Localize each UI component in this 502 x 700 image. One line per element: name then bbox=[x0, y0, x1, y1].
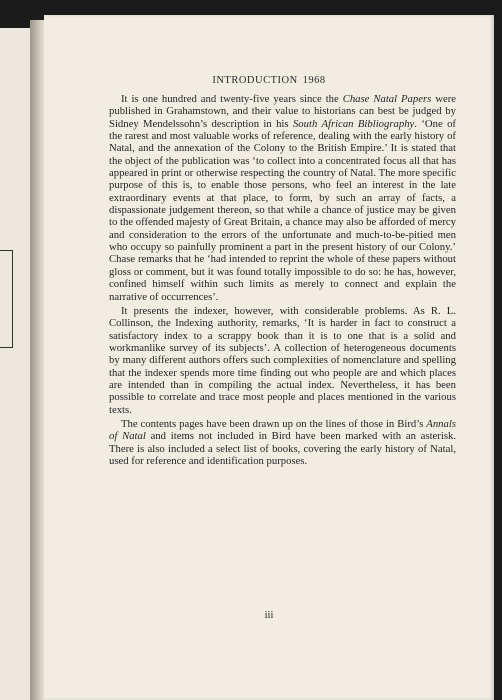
text-run: and items not included in Bird have been marked with an asterisk. There is also included a select list of books, covering the early history of Natal, used for reference and identification purposes. bbox=[109, 430, 456, 467]
italic-title: Chase Natal Papers bbox=[342, 93, 432, 105]
book-page bbox=[44, 15, 494, 700]
text-run: were published in Grahamstown, and their value to historians can best be judged by Sidney Mendelssohn’s description in his bbox=[109, 93, 457, 130]
italic-title: South African Bibliography bbox=[292, 117, 415, 130]
facing-page-edge bbox=[0, 28, 31, 700]
italic-title: Annals of Natal bbox=[109, 417, 456, 443]
paragraph bbox=[109, 93, 456, 303]
facing-page-frame bbox=[0, 250, 13, 348]
text-run: It presents the indexer, however, with considerable problems. As R. L. Collinson, the Indexing authority, remarks, ‘It is harder in fact to construct a satisfactory index to a scrappy book than it is to one that is a solid and workmanlike survey of its subjects’. A collection of heterogeneous documents by many different authors offers such complexities of nomenclature and spelling that the indexer spends more time finding out who people are and which places are intended than in compiling the actual index. Nevertheless, it has been possible to correlate and trace most people and places mentioned in the various texts. bbox=[109, 304, 456, 416]
text-run: . ‘One of the rarest and most valuable works of reference, dealing with the early history of Natal, and the annexation of the Colony to the British Empire.’ It is stated that the object of the publication was ‘to collect into a concentrated focus all that has appeared in print or otherwise respecting the country of Natal. The more specific purpose of this is, to enable those persons, who feel an interest in the late extraordinary events at that place, to form, by such an array of facts, a dispassionate judgement thereon, so that while a chance of justice may be given to the offended majesty of Great Britain, a chance may also be afforded of mercy and consideration to the errors of the unfortunate and much-to-be-pitied men who occupy so painfully prominent a part in the present history of our Colony.’ Chase remarks that he ‘had intended to reprint the whole of these papers without gloss or comment, but it was found totally impossible to do so: he has, however, confined himself within such limits as merely to connect and explain the narrative of occurrences’. bbox=[109, 117, 456, 303]
running-head-title: INTRODUCTION bbox=[212, 75, 298, 86]
running-head-year: 1968 bbox=[302, 75, 326, 86]
paragraph bbox=[109, 305, 456, 416]
page-number: iii bbox=[264, 610, 274, 621]
running-head bbox=[44, 75, 494, 86]
paragraph bbox=[109, 418, 456, 467]
body-text bbox=[109, 93, 456, 467]
text-run: It is one hundred and twenty-five years since the bbox=[121, 93, 343, 105]
text-run: The contents pages have been drawn up on the lines of those in Bird’s bbox=[121, 417, 427, 430]
